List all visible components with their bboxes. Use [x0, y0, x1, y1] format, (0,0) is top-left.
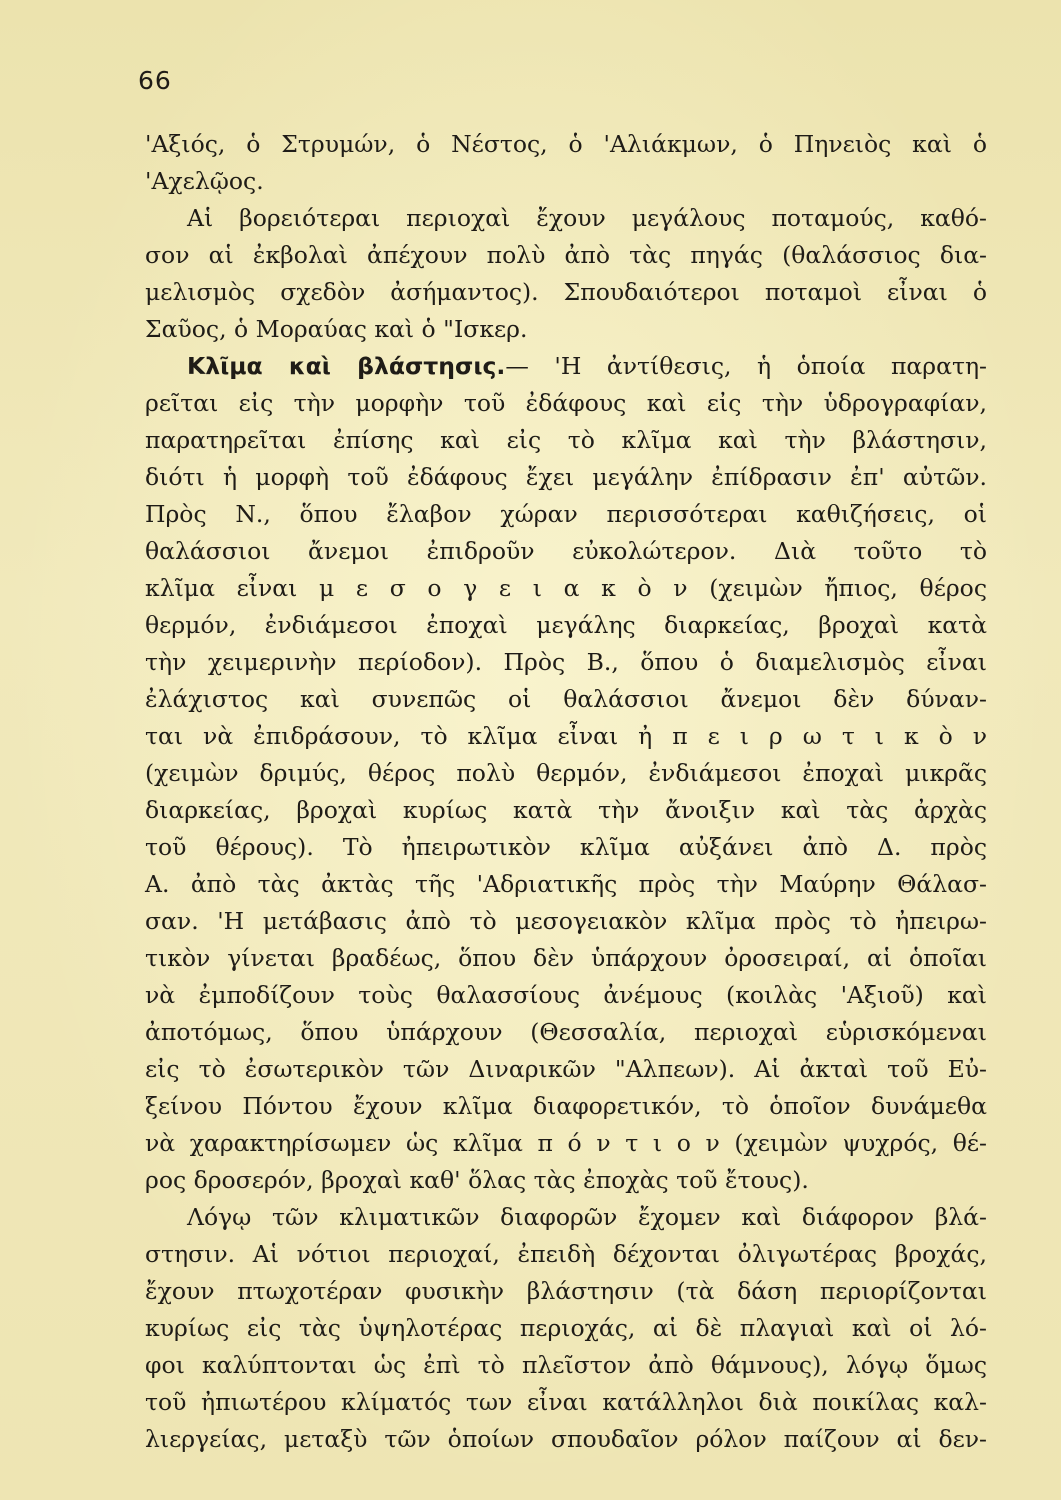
text-line: θαλάσσιοι ἄνεμοι ἐπιδροῦν εὐκολώτερον. Διὰ τοῦτο τὸ	[145, 537, 987, 565]
text-line: μελισμὸς σχεδὸν ἀσήμαντος). Σπουδαιότεροι ποταμοὶ εἶναι ὁ	[145, 278, 987, 306]
text-line: 'Αχελῷος.	[145, 167, 264, 195]
text-line: ξείνου Πόντου ἔχουν κλῖμα διαφορετικόν, τὸ ὁποῖον δυνάμεθα	[145, 1092, 987, 1120]
text-line: ἔχουν πτωχοτέραν φυσικὴν βλάστησιν (τὰ δάση περιορίζονται	[145, 1277, 987, 1305]
text-line: τὴν χειμερινὴν περίοδον). Πρὸς Β., ὅπου ὁ διαμελισμὸς εἶναι	[145, 648, 987, 676]
text-line: Λόγῳ τῶν κλιματικῶν διαφορῶν ἔχομεν καὶ διάφορον βλά-	[187, 1203, 987, 1231]
page-text	[145, 126, 987, 1458]
paragraph-climate	[145, 348, 987, 1199]
text-line: λιεργείας, μεταξὺ τῶν ὁποίων σπουδαῖον ρόλον παίζουν αἱ δεν-	[145, 1425, 987, 1453]
text-line: κλῖμα εἶναι μ ε σ ο γ ε ι α κ ὸ ν (χειμὼν ἤπιος, θέρος	[145, 574, 987, 602]
text-line: (χειμὼν δριμύς, θέρος πολὺ θερμόν, ἐνδιάμεσοι ἐποχαὶ μικρᾶς	[145, 759, 987, 787]
paragraph-rivers-list	[145, 126, 987, 200]
text-line: νὰ χαρακτηρίσωμεν ὡς κλῖμα π ό ν τ ι ο ν (χειμὼν ψυχρός, θέ-	[145, 1129, 987, 1157]
text-line: Πρὸς Ν., ὅπου ἔλαβον χώραν περισσότεραι καθιζήσεις, οἱ	[145, 500, 987, 528]
text-line: εἰς τὸ ἐσωτερικὸν τῶν Διναρικῶν "Αλπεων). Αἱ ἀκταὶ τοῦ Εὐ-	[145, 1055, 987, 1083]
text-line: ἐλάχιστος καὶ συνεπῶς οἱ θαλάσσιοι ἄνεμοι δὲν δύναν-	[145, 685, 987, 713]
text-line: θερμόν, ἐνδιάμεσοι ἐποχαὶ μεγάλης διαρκείας, βροχαὶ κατὰ	[145, 611, 987, 639]
text-line: στησιν. Αἱ νότιοι περιοχαί, ἐπειδὴ δέχονται ὀλιγωτέρας βροχάς,	[145, 1240, 987, 1268]
text-line: ται νὰ ἐπιδράσουν, τὸ κλῖμα εἶναι ἠ π ε ι ρ ω τ ι κ ὸ ν	[145, 722, 987, 750]
text-line: Α. ἀπὸ τὰς ἀκτὰς τῆς 'Αδριατικῆς πρὸς τὴν Μαύρην Θάλασ-	[145, 870, 987, 898]
heading-line-rest: — 'Η ἀντίθεσις, ἡ ὁποία παρατη-	[505, 352, 988, 380]
text-line: τοῦ θέρους). Τὸ ἠπειρωτικὸν κλῖμα αὐξάνει ἀπὸ Δ. πρὸς	[145, 833, 987, 861]
text-line: τικὸν γίνεται βραδέως, ὅπου δὲν ὑπάρχουν ὀροσειραί, αἱ ὁποῖαι	[145, 944, 987, 972]
section-heading: Κλῖμα καὶ βλάστησις.	[187, 352, 506, 380]
paragraph-northern-rivers	[145, 200, 987, 348]
text-line: ἀποτόμως, ὅπου ὑπάρχουν (Θεσσαλία, περιοχαὶ εὑρισκόμεναι	[145, 1018, 987, 1046]
text-line: διότι ἡ μορφὴ τοῦ ἐδάφους ἔχει μεγάλην ἐπίδρασιν ἐπ' αὐτῶν.	[145, 463, 987, 491]
text-line: σον αἱ ἐκβολαὶ ἀπέχουν πολὺ ἀπὸ τὰς πηγάς (θαλάσσιος δια-	[145, 241, 987, 269]
text-line: κυρίως εἰς τὰς ὑψηλοτέρας περιοχάς, αἱ δὲ πλαγιαὶ καὶ οἱ λό-	[145, 1314, 987, 1342]
text-line	[145, 348, 987, 385]
text-line: ρεῖται εἰς τὴν μορφὴν τοῦ ἐδάφους καὶ εἰς τὴν ὑδρογραφίαν,	[145, 389, 987, 417]
text-line: Σαῦος, ὁ Μοραύας καὶ ὁ "Ισκερ.	[145, 315, 528, 343]
text-line: φοι καλύπτονται ὡς ἐπὶ τὸ πλεῖστον ἀπὸ θάμνους), λόγῳ ὅμως	[145, 1351, 987, 1379]
paragraph-vegetation	[145, 1199, 987, 1458]
text-line: διαρκείας, βροχαὶ κυρίως κατὰ τὴν ἄνοιξιν καὶ τὰς ἀρχὰς	[145, 796, 987, 824]
text-line: παρατηρεῖται ἐπίσης καὶ εἰς τὸ κλῖμα καὶ τὴν βλάστησιν,	[145, 426, 987, 454]
text-line: τοῦ ἠπιωτέρου κλίματός των εἶναι κατάλληλοι διὰ ποικίλας καλ-	[145, 1388, 987, 1416]
text-line: σαν. 'Η μετάβασις ἀπὸ τὸ μεσογειακὸν κλῖμα πρὸς τὸ ἠπειρω-	[145, 907, 987, 935]
text-line: νὰ ἐμποδίζουν τοὺς θαλασσίους ἀνέμους (κοιλὰς 'Αξιοῦ) καὶ	[145, 981, 987, 1009]
text-line: Αἱ βορειότεραι περιοχαὶ ἔχουν μεγάλους ποταμούς, καθό-	[187, 204, 987, 232]
page-number: 66	[138, 66, 172, 95]
text-line: ρος δροσερόν, βροχαὶ καθ' ὅλας τὰς ἐποχὰς τοῦ ἔτους).	[145, 1166, 809, 1194]
text-line: 'Αξιός, ὁ Στρυμών, ὁ Νέστος, ὁ 'Αλιάκμων, ὁ Πηνειὸς καὶ ὁ	[145, 130, 987, 158]
